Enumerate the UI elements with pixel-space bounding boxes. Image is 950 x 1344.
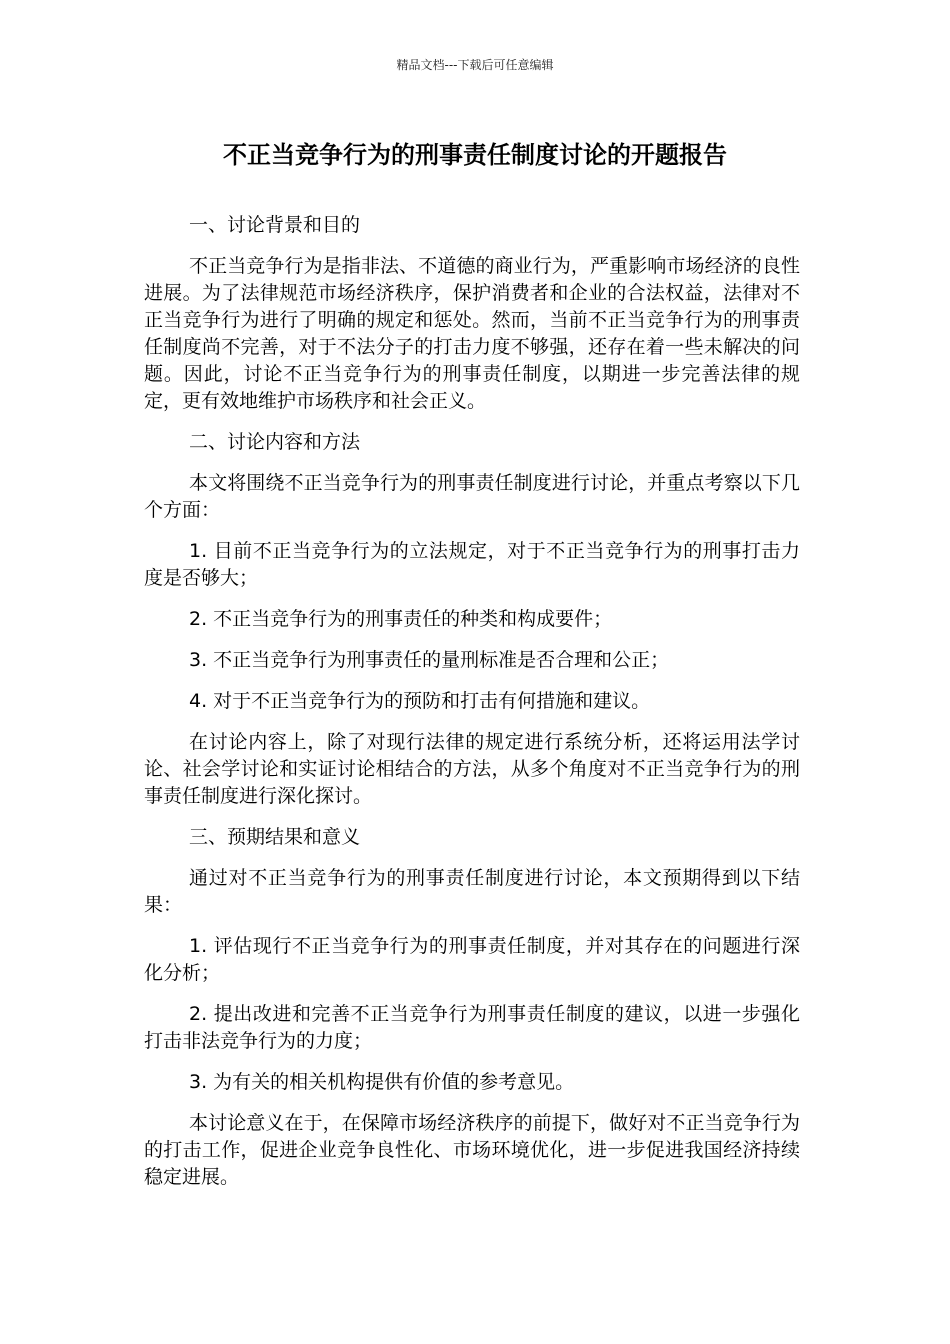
paragraph-results-intro: 通过对不正当竞争行为的刑事责任制度进行讨论，本文预期得到以下结果： (144, 867, 800, 916)
section-heading-content-method: 二、讨论内容和方法 (189, 431, 361, 453)
section-heading-background: 一、讨论背景和目的 (189, 214, 361, 236)
section-heading-results: 三、预期结果和意义 (189, 826, 361, 848)
list-item: 3. 不正当竞争行为刑事责任的量刑标准是否合理和公正； (189, 649, 670, 671)
paragraph-background: 不正当竞争行为是指非法、不道德的商业行为，严重影响市场经济的良性进展。为了法律规范市场经济秩序，保护消费者和企业的合法权益，法律对不正当竞争行为进行了明确的规定和惩处。然而，当前不正当竞争行为的刑事责任制度尚不完善，对于不法分子的打击力度不够强，还存在着一些未解决的问题。因此，讨论不正当竞争行为的刑事责任制度，以期进一步完善法律的规定，更有效地维护市场秩序和社会正义。 (144, 255, 800, 412)
document-body (144, 212, 800, 1205)
list-item: 3. 为有关的相关机构提供有价值的参考意见。 (189, 1071, 575, 1093)
list-item: 1. 目前不正当竞争行为的立法规定，对于不正当竞争行为的刑事打击力度是否够大； (144, 540, 800, 589)
list-item: 2. 提出改进和完善不正当竞争行为刑事责任制度的建议，以进一步强化打击非法竞争行为的力度； (144, 1003, 800, 1052)
list-item: 2. 不正当竞争行为的刑事责任的种类和构成要件； (189, 608, 613, 630)
document-title: 不正当竞争行为的刑事责任制度讨论的开题报告 (223, 141, 727, 169)
paragraph-content-intro: 本文将围绕不正当竞争行为的刑事责任制度进行讨论，并重点考察以下几个方面： (144, 472, 800, 521)
paragraph-method: 在讨论内容上，除了对现行法律的规定进行系统分析，还将运用法学讨论、社会学讨论和实证讨论相结合的方法，从多个角度对不正当竞争行为的刑事责任制度进行深化探讨。 (144, 731, 800, 807)
header-note: 精品文档---下载后可任意编辑 (396, 58, 554, 72)
list-item: 1. 评估现行不正当竞争行为的刑事责任制度，并对其存在的问题进行深化分析； (144, 935, 800, 984)
paragraph-significance: 本讨论意义在于，在保障市场经济秩序的前提下，做好对不正当竞争行为的打击工作，促进企业竞争良性化、市场环境优化，进一步促进我国经济持续稳定进展。 (144, 1112, 800, 1188)
list-item: 4. 对于不正当竞争行为的预防和打击有何措施和建议。 (189, 690, 651, 712)
